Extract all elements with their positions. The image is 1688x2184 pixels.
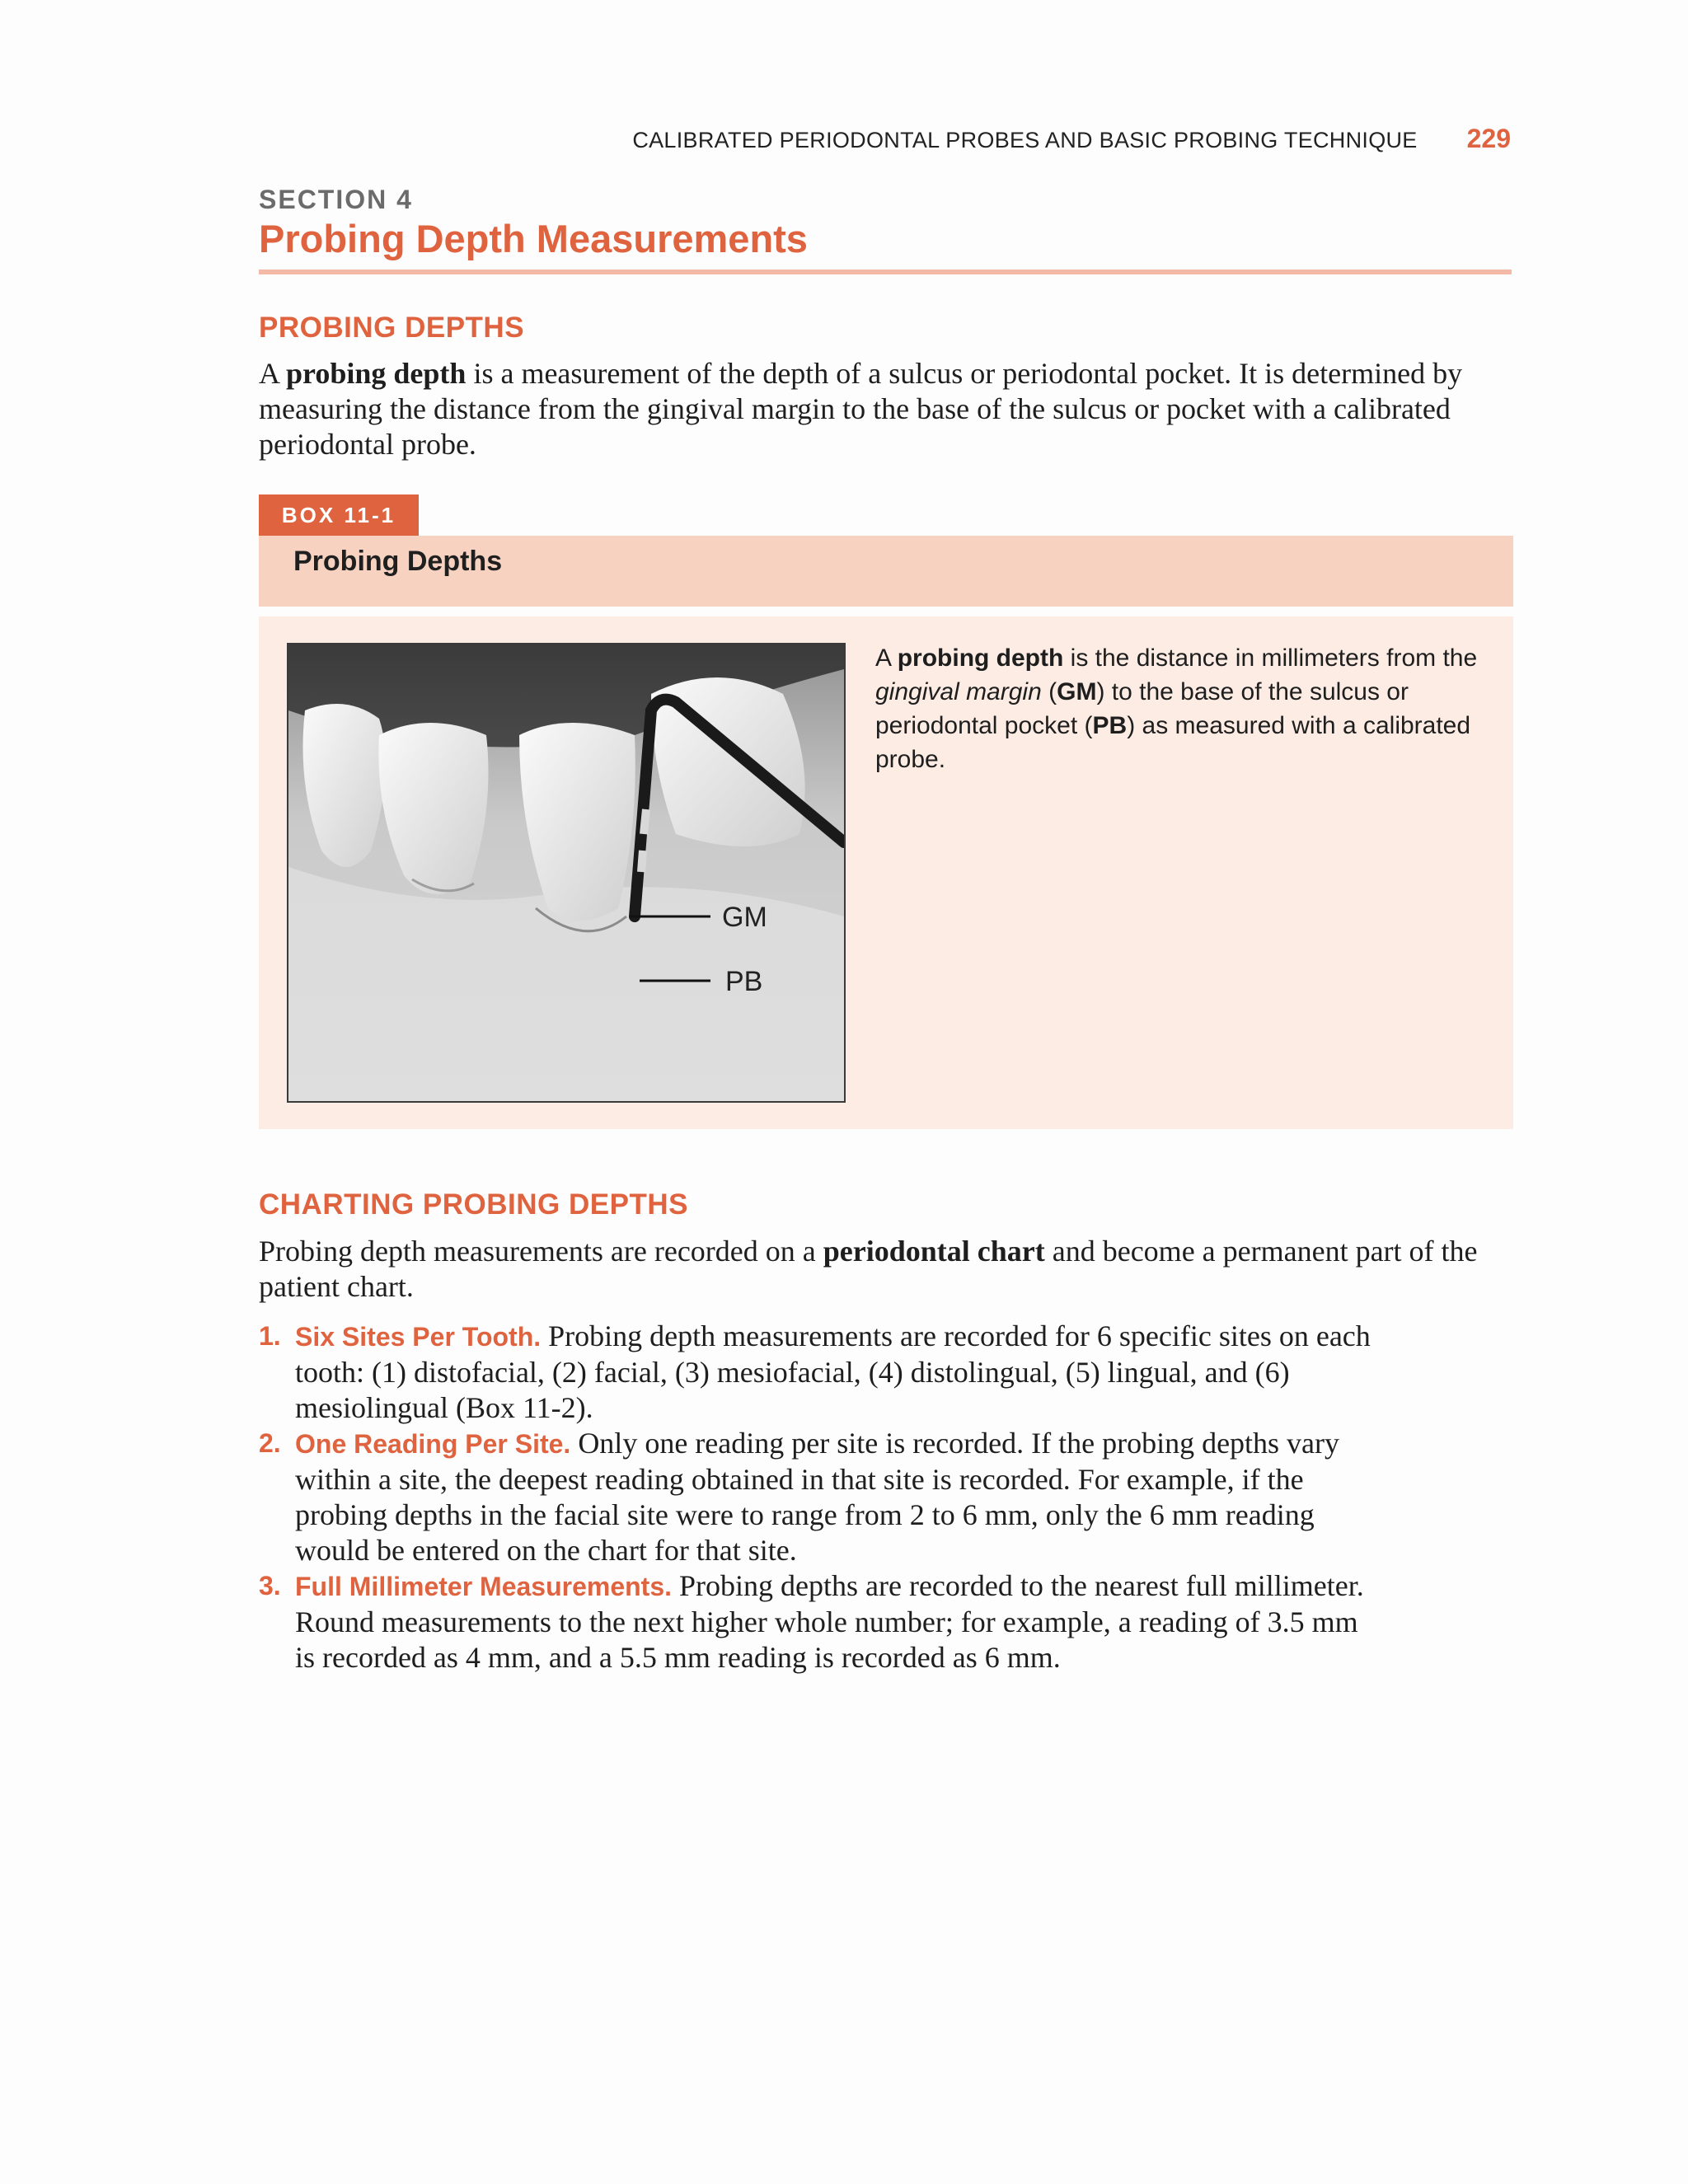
box-tab xyxy=(259,494,419,536)
charting-rules-list xyxy=(259,1319,1380,1675)
gm-label: GM xyxy=(722,902,767,933)
page-number: 229 xyxy=(1466,124,1511,153)
list-text: Only one reading per site is recorded. If the probing depths vary within a site, the deepest reading obtained in that site is recorded. For example, if the probing depths in the facial site were to range from 2 to 6 mm, only the 6 mm reading would be entered on the chart for that site. xyxy=(295,1427,1340,1567)
box-title: Probing Depths xyxy=(293,546,503,577)
running-title: CALIBRATED PERIODONTAL PROBES AND BASIC PROBING TECHNIQUE xyxy=(632,128,1418,152)
list-lead-in: Six Sites Per Tooth. xyxy=(295,1322,542,1352)
list-item xyxy=(259,1568,1380,1675)
box-body xyxy=(259,616,1513,1129)
probing-depths-heading: PROBING DEPTHS xyxy=(259,312,525,344)
list-lead-in: Full Millimeter Measurements. xyxy=(295,1572,673,1601)
list-item xyxy=(259,1426,1380,1568)
section-title: Probing Depth Measurements xyxy=(259,217,808,260)
section-rule xyxy=(259,269,1512,274)
probing-depths-paragraph xyxy=(259,356,1512,462)
box-text-part: is the distance in millimeters from the xyxy=(1063,644,1478,672)
list-marker: 3. xyxy=(259,1571,281,1601)
section-label: SECTION 4 xyxy=(259,185,413,214)
charting-paragraph xyxy=(259,1234,1512,1305)
box-text-part: ( xyxy=(1041,678,1057,705)
paragraph-text: is a measurement of the depth of a sulcus or periodontal pocket. It is determined by measuring the distance from the gingival margin to the base of the sulcus or pocket with a calibrated periodontal probe. xyxy=(259,357,1463,461)
list-text: Probing depths are recorded to the nearest full millimeter. Round measurements to the next higher whole number; for example, a reading of 3.5 mm is recorded as 4 mm, and a 5.5 mm reading is recorded as 6 mm. xyxy=(295,1569,1364,1674)
box-description xyxy=(875,641,1485,776)
box-header xyxy=(259,536,1513,607)
list-marker: 1. xyxy=(259,1321,281,1351)
probing-photo-figure xyxy=(287,643,846,1103)
paragraph-text: Probing depth measurements are recorded on a xyxy=(259,1235,823,1268)
charting-heading: CHARTING PROBING DEPTHS xyxy=(259,1188,688,1221)
list-marker: 2. xyxy=(259,1428,281,1458)
term-gingival-margin: gingival margin xyxy=(875,678,1042,705)
paragraph-text: and become a permanent part of the patient chart. xyxy=(259,1235,1478,1303)
term-probing-depth: probing depth xyxy=(897,644,1064,672)
box-text-part: A xyxy=(875,644,898,672)
pb-label: PB xyxy=(725,966,763,997)
term-periodontal-chart: periodontal chart xyxy=(823,1235,1045,1268)
abbr-pb: PB xyxy=(1092,712,1128,739)
abbr-gm: GM xyxy=(1057,678,1097,705)
probing-photo-illustration xyxy=(288,644,844,1101)
list-text: Probing depth measurements are recorded for 6 specific sites on each tooth: (1) distofacial, (2) facial, (3) mesiofacial, (4) distolingual, (5) lingual, and (6) mesiolingual (Box 11-2). xyxy=(295,1319,1371,1424)
list-item xyxy=(259,1319,1380,1426)
paragraph-text: A xyxy=(259,357,287,390)
list-lead-in: One Reading Per Site. xyxy=(295,1429,571,1459)
box-text-part: ) as measured with a calibrated probe. xyxy=(875,712,1471,773)
box-text-part: ) to the base of the sulcus or periodontal pocket ( xyxy=(875,678,1409,739)
running-header xyxy=(632,124,1511,154)
term-probing-depth: probing depth xyxy=(286,357,467,390)
box-tab-label: BOX 11-1 xyxy=(281,502,396,527)
